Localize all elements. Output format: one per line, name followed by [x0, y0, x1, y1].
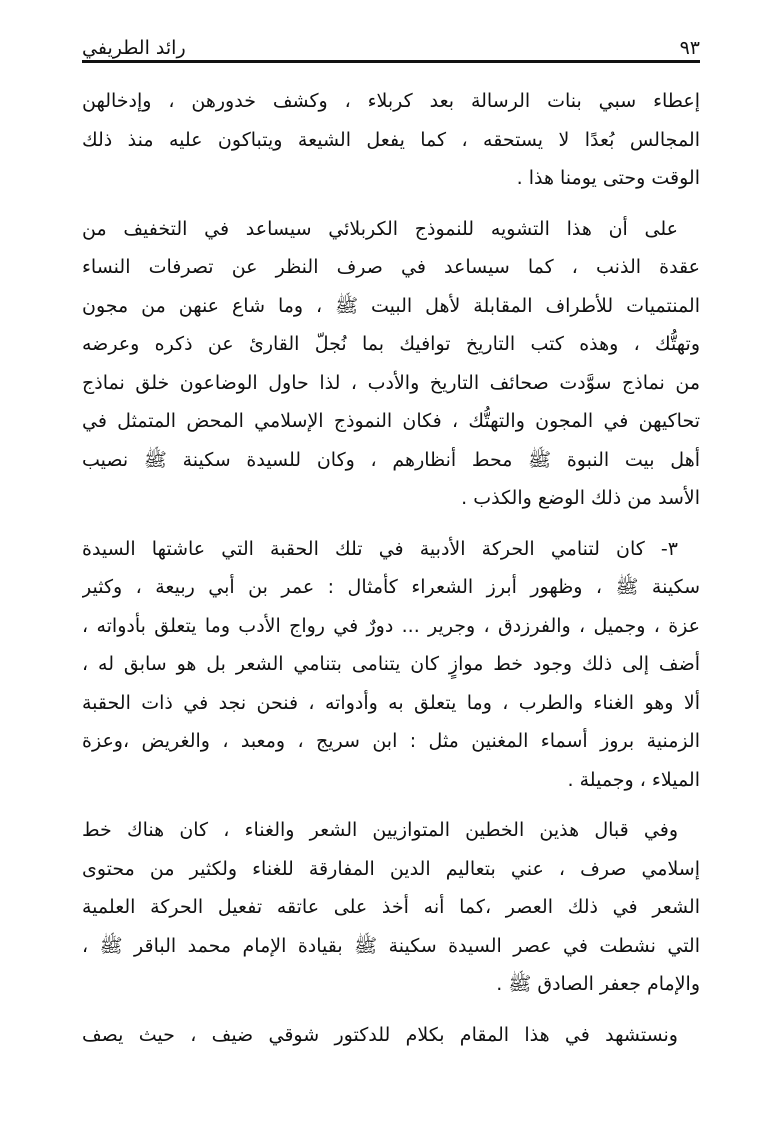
text-line: تحاكيهن في المجون والتهتُّك ، فكان النموذج الإسلامي المحض المتمثل في — [82, 410, 700, 432]
text-line: أهل بيت النبوة ﷺ محط أنظارهم ، وكان للسيدة سكينة ﷺ نصيب — [82, 448, 700, 471]
text-line: وفي قبال هذين الخطين المتوازيين الشعر والغناء ، كان هناك خط — [82, 819, 678, 841]
paragraph-4 — [82, 811, 700, 1004]
text-line: الميلاء ، وجميلة . — [567, 768, 700, 791]
header-rule — [82, 60, 700, 63]
text-line: الشعر في ذلك العصر ،كما أنه أخذ على عاتقه تفعيل الحركة العلمية — [82, 896, 700, 918]
text-line: الأسد من ذلك الوضع والكذب . — [461, 487, 700, 509]
text-line: والإمام جعفر الصادق ﷺ . — [496, 973, 700, 995]
page-number: ٩٣ — [679, 37, 700, 59]
text-line: الوقت وحتى يومنا هذا . — [516, 167, 700, 189]
header-author: رائد الطريفي — [82, 37, 186, 59]
text-line: عقدة الذنب ، كما سيساعد في صرف النظر عن تصرفات النساء — [82, 256, 700, 278]
text-line: إعطاء سبي بنات الرسالة بعد كربلاء ، وكشف خدورهن ، وإدخالهن — [82, 90, 700, 112]
text-line: ونستشهد في هذا المقام بكلام للدكتور شوقي ضيف ، حيث يصف — [82, 1023, 678, 1046]
text-line: عزة ، وجميل ، والفرزدق ، وجرير ... دورٌ في رواج الأدب وما يتعلق بأدواته ، — [82, 614, 700, 637]
paragraph-5 — [82, 1016, 700, 1055]
text-line: المنتميات للأطراف المقابلة لأهل البيت ﷺ ، وما شاع عنهن من مجون — [82, 294, 700, 317]
text-line: أضف إلى ذلك وجود خط موازٍ كان يتنامى بتنامي الشعر بل هو سابق له ، — [82, 653, 700, 675]
text-line: الزمنية بروز أسماء المغنين مثل : ابن سريج ، ومعبد ، والغريض ،وعزة — [82, 730, 700, 752]
text-line: التي نشطت في عصر السيدة سكينة ﷺ بقيادة الإمام محمد الباقر ﷺ ، — [82, 934, 700, 957]
text-line: وتهتُّك ، وهذه كتب التاريخ توافيك بما نُجلّ القارئ عن ذكره وعرضه — [82, 333, 700, 355]
text-line: ٣- كان لتنامي الحركة الأدبية في تلك الحقبة التي عاشتها السيدة — [82, 537, 678, 560]
text-line: المجالس بُعدًا لا يستحقه ، كما يفعل الشيعة ويتباكون عليه منذ ذلك — [82, 128, 700, 151]
text-line: على أن هذا التشويه للنموذج الكربلائي سيساعد في التخفيف من — [82, 217, 678, 240]
text-line: من نماذج سوَّدت صحائف التاريخ والأدب ، لذا حاول الوضاعون خلق نماذج — [82, 371, 700, 394]
paragraph-3 — [82, 530, 700, 800]
running-header — [82, 28, 700, 58]
body-text — [82, 82, 700, 1054]
paragraph-1 — [82, 82, 700, 198]
text-line: ألا وهو الغناء والطرب ، وما يتعلق به وأدواته ، فنحن نجد في ذات الحقبة — [82, 691, 700, 714]
paragraph-2 — [82, 210, 700, 518]
text-line: سكينة ﷺ ، وظهور أبرز الشعراء كأمثال : عمر بن أبي ربيعة ، وكثير — [82, 576, 700, 598]
text-line: إسلامي صرف ، عني بتعاليم الدين المفارقة للغناء ولكثير من محتوى — [82, 857, 700, 880]
